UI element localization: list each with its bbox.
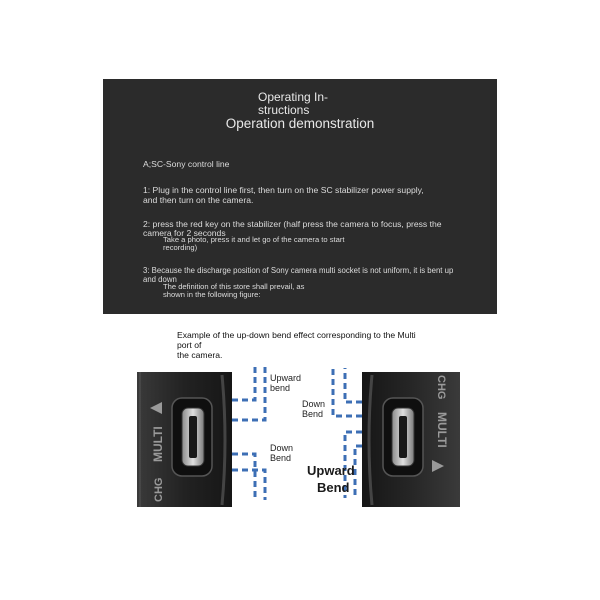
step2-line2: camera for 2 seconds [143,228,226,238]
step3-indent1: The definition of this store shall prevail, as [163,282,305,291]
left-upward-label-line2: bend [270,383,291,393]
step2-line1: 2: press the red key on the stabilizer (half press the camera to focus, press the [143,219,442,229]
left-multi-text: MULTI [151,426,165,462]
step1-line2: and then turn on the camera. [143,195,254,205]
left-upward-line-2 [232,366,265,420]
right-upward-line-2 [355,446,362,498]
left-upward-label-line1: Upward [270,373,302,383]
panel-heading-line1: Operating In- [258,90,329,104]
right-multi-text: MULTI [435,412,449,448]
caption-line2: the camera. [177,350,223,360]
right-down-line-1 [345,368,362,402]
left-down-label [270,443,293,463]
right-down-label-line2: Bend [302,409,324,419]
caption-line1: Example of the up-down bend effect corresponding to the Multi port of [177,330,416,350]
left-down-label-line1: Down [270,443,294,453]
left-chg-text: CHG [153,477,165,502]
right-down-label [302,399,325,419]
left-down-line-1 [232,454,255,500]
section-label: A;SC-Sony control line [143,159,230,169]
step2-indent1: Take a photo, press it and let go of the camera to start [163,235,345,244]
left-upward-label [270,373,301,393]
step3-line1: 3: Because the discharge position of Sony camera multi socket is not uniform, it is bent up [143,266,454,275]
left-upward-line-1 [232,366,255,400]
right-down-line-2 [333,368,362,416]
step3-line2: and down [143,275,177,284]
left-down-line-2 [232,470,265,500]
step2-indent2: recording) [163,243,198,252]
right-down-label-line1: Down [302,399,326,409]
left-camera-photo [137,372,232,507]
step1-line1: 1: Plug in the control line first, then turn on the SC stabilizer power supply, [143,185,424,195]
step3-indent2: shown in the following figure: [163,290,261,299]
right-upward-label-line2: Bend [317,480,350,495]
right-upward-label [307,462,355,496]
panel-subheading: Operation demonstration [225,116,375,131]
left-down-label-line2: Bend [270,453,292,463]
right-chg-text: CHG [435,375,447,400]
panel-heading-line2: structions [258,103,310,117]
right-camera-photo [362,372,460,507]
right-upward-label-line1: Upward [307,463,355,478]
